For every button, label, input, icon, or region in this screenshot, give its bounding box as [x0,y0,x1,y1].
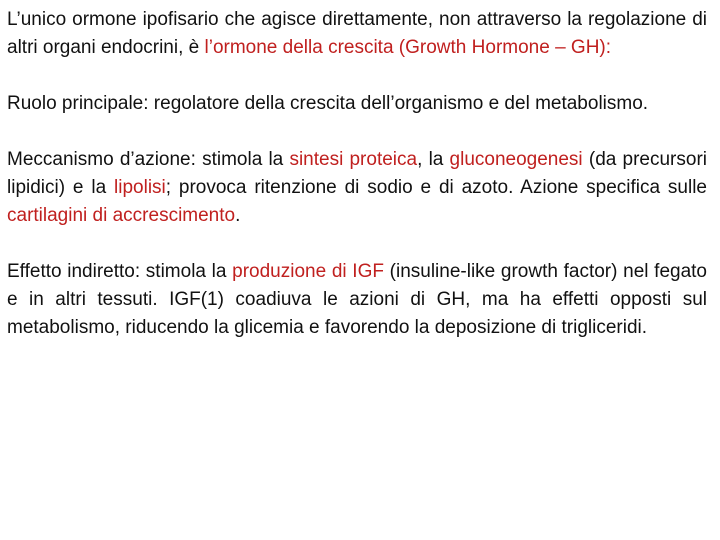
highlighted-term: l’ormone della crescita (Growth Hormone – GH): [204,37,612,58]
highlighted-term: produzione di IGF [232,261,384,282]
paragraph-mechanism [7,146,707,230]
highlighted-term: cartilagini di accrescimento [7,205,236,226]
text-segment: (insuline-like growth factor) nel fegato e in altri tessuti. IGF(1) coadiuva le azioni di GH, ma ha effetti opposti sul metabolismo, riducendo la glicemia e favorendo la deposizione di trigliceridi. [7,261,707,338]
slide-body [7,6,707,342]
text-segment: Effetto indiretto: stimola la [7,261,233,282]
text-segment: . [235,205,241,226]
text-segment: (da precursori lipidici) e la [7,149,707,198]
text-segment: ; provoca ritenzione di sodio e di azoto. Azione specifica sulle [165,177,707,198]
text-segment: , la [417,149,450,170]
paragraph-indirect-effect [7,258,707,342]
highlighted-term: gluconeogenesi [449,149,583,170]
highlighted-term: lipolisi [114,177,166,198]
text-segment: Meccanismo d’azione: stimola la [7,149,290,170]
highlighted-term: sintesi proteica [289,149,418,170]
text-segment: Ruolo principale: regolatore della crescita dell’organismo e del metabolismo. [7,93,649,114]
paragraph-gh-intro [7,6,707,62]
text-segment: L’unico ormone ipofisario che agisce direttamente, non attraverso la regolazione di altri organi endocrini, è [7,9,707,58]
paragraph-main-role [7,90,707,118]
